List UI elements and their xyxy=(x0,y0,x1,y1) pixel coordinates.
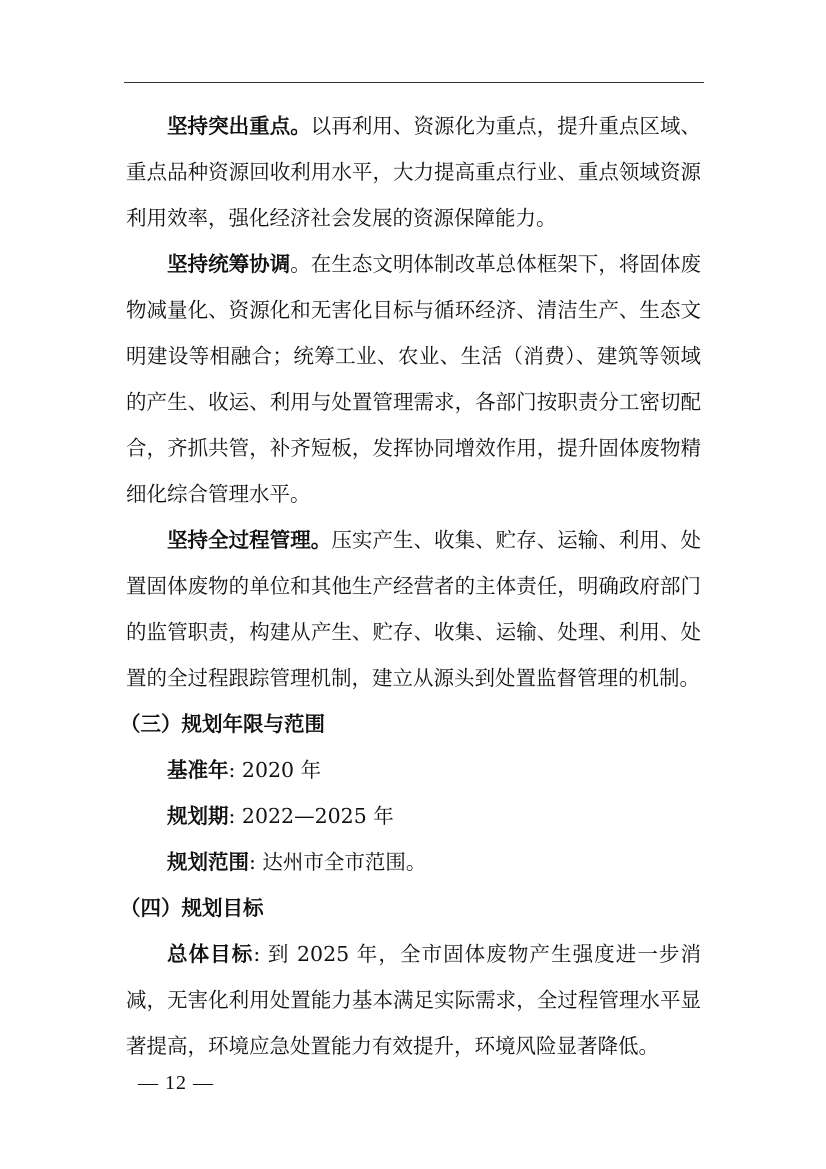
paragraph-overall-goal xyxy=(126,931,701,1069)
paragraph-text: 压实产生、收集、贮存、运输、利用、处置固体废物的单位和其他生产经营者的主体责任，明确政府部门的监管职责，构建从产生、贮存、收集、运输、处理、利用、处置的全过程跟踪管理机制，建立从源头到处置监督管理的机制。 xyxy=(126,528,702,690)
item-label: 基准年 xyxy=(167,758,229,782)
paragraph-lead: 总体目标 xyxy=(167,942,254,966)
paragraph-coordination xyxy=(126,241,701,517)
header-rule xyxy=(124,82,704,83)
item-base-year xyxy=(126,747,701,793)
item-label: 规划范围 xyxy=(167,850,249,874)
item-text: : 达州市全市范围。 xyxy=(249,850,427,874)
section-heading-planning-goals: （四）规划目标 xyxy=(120,896,264,920)
item-planning-period xyxy=(126,793,701,839)
paragraph-whole-process xyxy=(126,517,701,701)
item-text: : 2022—2025 年 xyxy=(228,804,394,828)
item-planning-scope xyxy=(126,839,701,885)
paragraph-text: 。在生态文明体制改革总体框架下，将固体废物减量化、资源化和无害化目标与循环经济、清洁生产、生态文明建设等相融合；统筹工业、农业、生活（消费）、建筑等领域的产生、收运、利用与处置管理需求，各部门按职责分工密切配合，齐抓共管，补齐短板，发挥协同增效作用，提升固体废物精细化综合管理水平。 xyxy=(126,252,702,506)
page-number: — 12 — xyxy=(138,1072,214,1094)
paragraph-lead: 坚持统筹协调 xyxy=(167,252,291,276)
paragraph-key-focus xyxy=(126,103,701,241)
item-text: : 2020 年 xyxy=(228,758,322,782)
item-label: 规划期 xyxy=(167,804,229,828)
document-body xyxy=(120,103,702,1069)
paragraph-text: : 到 2025 年，全市固体废物产生强度进一步消减，无害化利用处置能力基本满足实际需求，全过程管理水平显著提高，环境应急处置能力有效提升，环境风险显著降低。 xyxy=(126,942,701,1058)
paragraph-text: 以再利用、资源化为重点，提升重点区域、重点品种资源回收利用水平，大力提高重点行业、重点领域资源利用效率，强化经济社会发展的资源保障能力。 xyxy=(126,114,702,230)
paragraph-lead: 坚持突出重点。 xyxy=(167,114,311,138)
section-heading-planning-period: （三）规划年限与范围 xyxy=(120,712,325,736)
paragraph-lead: 坚持全过程管理。 xyxy=(167,528,332,552)
